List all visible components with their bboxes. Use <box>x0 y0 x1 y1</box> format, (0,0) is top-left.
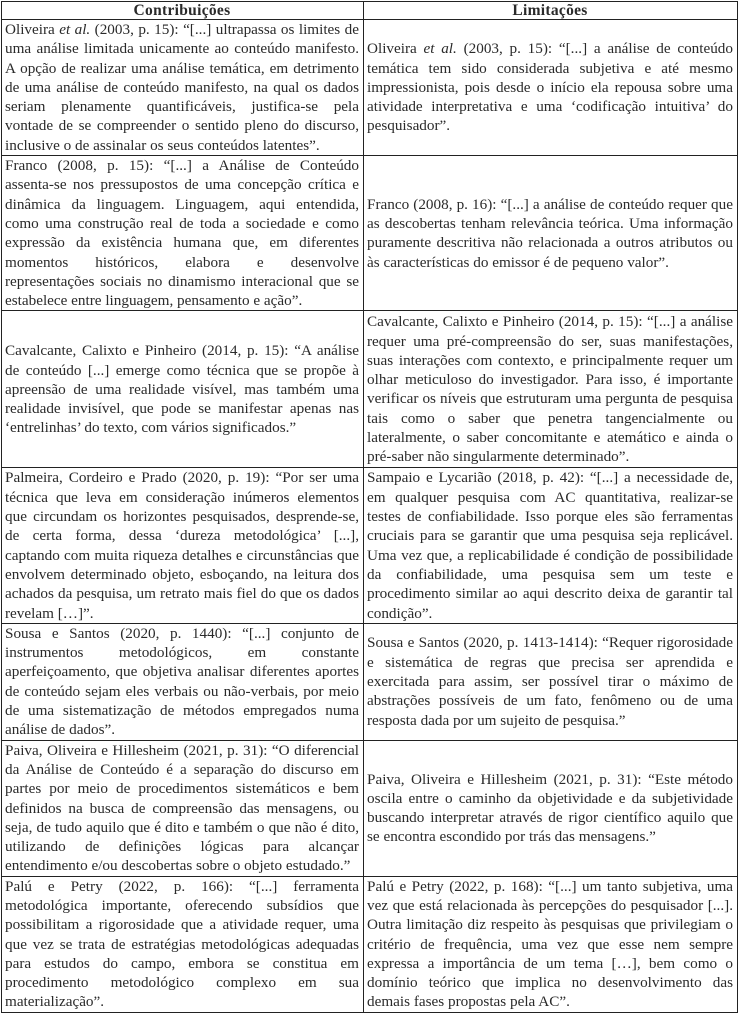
contribution-cell: Palmeira, Cordeiro e Prado (2020, p. 19): “Por ser uma técnica que leva em consideração inúmeros elementos que circundam os horizontes pesquisados, desprende-se, de certa forma, dessa ‘dureza metodológica’ [...], captando com muita riqueza detalhes e circunstâncias que envolvem determinado objeto, esboçando, na leitura dos achados da pesquisa, um retrato mais fiel do que os dados revelam […]”. <box>2 468 364 623</box>
table-row <box>2 876 738 1012</box>
citation-author: Oliveira <box>367 40 424 58</box>
limitation-cell: Paiva, Oliveira e Hillesheim (2021, p. 31): “Este método oscila entre o caminho da objetividade e da subjetividade buscando interpretar através de rigor científico aquilo que se encontra escondido por trás das mensagens.” <box>364 740 738 876</box>
column-header-limitations: Limitações <box>364 2 738 20</box>
limitation-cell: Franco (2008, p. 16): “[...] a análise de conteúdo requer que as descobertas tenham relevância teórica. Uma informação puramente descritiva não relacionada a outros atributos ou às características do emissor é de pequeno valor”. <box>364 156 738 311</box>
citation-text: (2003, p. 15): “[...] a análise de conteúdo temática tem sido considerada subjetiva e até mesmo impressionista, pois desde o início ela repousa sobre uma atividade interpretativa e uma ‘codificação intuitiva’ do pesquisador”. <box>367 40 733 135</box>
citation-et-al: et al. <box>423 40 457 58</box>
contributions-limitations-table-container <box>1 1 737 1013</box>
limitation-cell: Cavalcante, Calixto e Pinheiro (2014, p. 15): “[...] a análise requer uma pré-compreensão do ser, suas manifestações, suas interações com contexto, e principalmente requer um olhar meticuloso do investigador. Para isso, é importante verificar os níveis que estruturam uma pergunta de pesquisa tais como o saber que penetra tangencialmente ou lateralmente, o saber concomitante e atemático e ainda o pré-saber não singularmente determinado”. <box>364 311 738 468</box>
citation-author: Oliveira <box>5 21 60 38</box>
contribution-cell: Franco (2008, p. 15): “[...] a Análise de Conteúdo assenta-se nos pressupostos de uma concepção crítica e dinâmica da linguagem. Linguagem, aqui entendida, como uma construção real de toda a sociedade e como expressão da existência humana que, em diferentes momentos históricos, elabora e desenvolve representações sociais no dinamismo interacional que se estabelece entre linguagem, pensamento e ação”. <box>2 156 364 311</box>
table-row <box>2 156 738 311</box>
citation-text: (2003, p. 15): “[...] ultrapassa os limites de uma análise limitada unicamente ao conteúdo manifesto. A opção de realizar uma análise temática, em detrimento de uma análise de conteúdo manifesto, na qual os dados seriam plenamente quantificáveis, justifica-se pela vontade de se compreender o sentido pleno do discurso, inclusive o de assinalar os seus conteúdos latentes”. <box>5 21 359 154</box>
column-header-contributions: Contribuições <box>2 2 364 20</box>
limitation-cell: Sousa e Santos (2020, p. 1413-1414): “Requer rigorosidade e sistemática de regras que precisa ser aprendida e exercitada para assim, ser possível tirar o máximo de abstrações possíveis de um fato, fenômeno ou de uma resposta dada por um sujeito de pesquisa.” <box>364 623 738 740</box>
contribution-cell: Cavalcante, Calixto e Pinheiro (2014, p. 15): “A análise de conteúdo [...] emerge como técnica que se propõe à apreensão de uma realidade visível, mas também uma realidade invisível, que pode se manifestar apenas nas ‘entrelinhas’ do texto, com vários significados.” <box>2 311 364 468</box>
limitation-cell <box>364 20 738 156</box>
contribution-cell: Sousa e Santos (2020, p. 1440): “[...] conjunto de instrumentos metodológicos, em constante aperfeiçoamento, que objetiva analisar diferentes aportes de conteúdo sejam eles verbais ou não-verbais, por meio de uma sistematização de métodos empregados numa análise de dados”. <box>2 623 364 740</box>
table-header-row <box>2 2 738 20</box>
contribution-cell: Paiva, Oliveira e Hillesheim (2021, p. 31): “O diferencial da Análise de Conteúdo é a separação do discurso em partes por meio de procedimentos sistemáticos e bem definidos na busca de compreensão das mensagens, ou seja, de tudo aquilo que é dito e também o que não é dito, utilizando de definições lógicas para alcançar entendimento e/ou descobertas sobre o objeto estudado.” <box>2 740 364 876</box>
contribution-cell <box>2 20 364 156</box>
table-row <box>2 311 738 468</box>
table-row <box>2 20 738 156</box>
contribution-cell: Palú e Petry (2022, p. 166): “[...] ferramenta metodológica importante, oferecendo subsídios que possibilitam a rigorosidade que a atividade requer, uma que vez se trata de estratégias metodológicas adequadas para estudos do campo, embora se constitua em procedimento metodológico complexo em sua materialização”. <box>2 876 364 1012</box>
limitation-cell: Sampaio e Lycarião (2018, p. 42): “[...] a necessidade de, em qualquer pesquisa com AC quantitativa, realizar-se testes de confiabilidade. Isso porque eles são ferramentas cruciais para se garantir que uma pesquisa seja replicável. Uma vez que, a replicabilidade é condição de possibilidade da confiabilidade, uma pesquisa sem um teste e procedimento similar ao aqui descrito deixa de garantir tal condição”. <box>364 468 738 623</box>
table-row <box>2 468 738 623</box>
table-row <box>2 623 738 740</box>
contributions-limitations-table <box>1 1 738 1013</box>
citation-et-al: et al. <box>59 21 91 38</box>
limitation-cell: Palú e Petry (2022, p. 168): “[...] um tanto subjetiva, uma vez que está relacionada às percepções do pesquisador [...]. Outra limitação diz respeito às pesquisas que privilegiam o critério de frequência, uma vez que esse nem sempre expressa a importância de um tema […], bem como o domínio teórico que implica no desenvolvimento das demais fases propostas pela AC”. <box>364 876 738 1012</box>
table-row <box>2 740 738 876</box>
